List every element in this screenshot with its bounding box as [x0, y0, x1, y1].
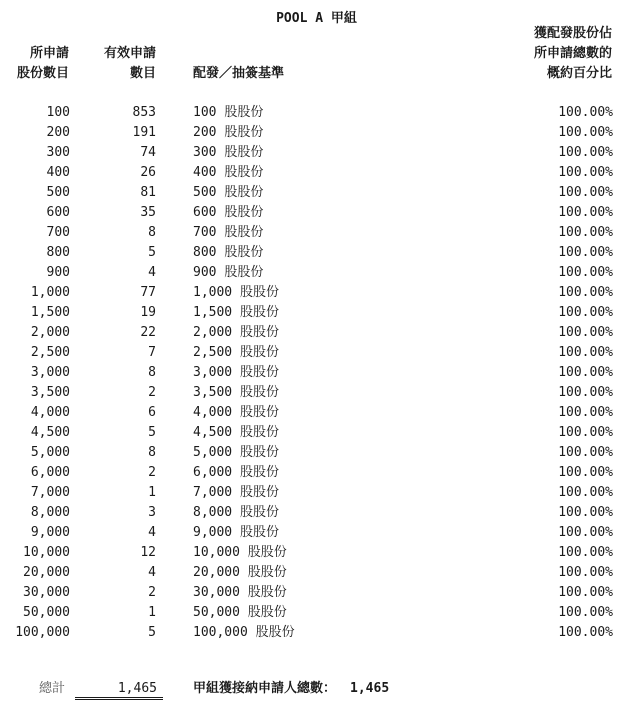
valid-applications-cell: 1 — [148, 605, 156, 620]
basis-cell — [193, 543, 287, 563]
valid-applications-cell: 8 — [148, 445, 156, 460]
valid-applications-cell: 12 — [140, 545, 156, 560]
basis-unit: 股股份 — [239, 425, 279, 440]
basis-unit: 股股份 — [239, 445, 279, 460]
basis-unit: 股股份 — [239, 485, 279, 500]
basis-amount: 2,500 — [193, 345, 233, 360]
header-shares-applied-line2: 股份數目 — [16, 66, 69, 81]
basis-cell — [193, 483, 279, 503]
valid-applications-cell: 5 — [148, 245, 156, 260]
shares-applied-cell: 1,000 — [30, 285, 70, 300]
percentage-cell: 100.00% — [558, 145, 613, 160]
accepted-applicants-summary — [193, 679, 389, 699]
header-percentage — [534, 24, 612, 84]
basis-cell — [193, 303, 279, 323]
basis-cell — [193, 563, 287, 583]
basis-amount: 100,000 — [193, 625, 248, 640]
basis-cell — [193, 363, 279, 383]
basis-amount: 400 — [193, 165, 217, 180]
basis-cell — [193, 523, 279, 543]
table-row — [0, 203, 633, 223]
table-row — [0, 223, 633, 243]
percentage-cell: 100.00% — [558, 205, 613, 220]
valid-applications-cell: 191 — [132, 125, 156, 140]
header-valid-applications-line2: 數目 — [129, 66, 156, 81]
basis-unit: 股股份 — [224, 105, 264, 120]
shares-applied-cell: 10,000 — [23, 545, 70, 560]
basis-amount: 30,000 — [193, 585, 240, 600]
valid-applications-cell: 74 — [140, 145, 156, 160]
total-label: 總計 — [39, 681, 66, 696]
basis-amount: 600 — [193, 205, 217, 220]
table-row — [0, 363, 633, 383]
basis-cell — [193, 323, 279, 343]
basis-unit: 股股份 — [247, 565, 287, 580]
percentage-cell: 100.00% — [558, 265, 613, 280]
shares-applied-cell: 2,500 — [30, 345, 70, 360]
shares-applied-cell: 3,500 — [30, 385, 70, 400]
basis-amount: 20,000 — [193, 565, 240, 580]
header-percentage-line2: 所申請總數的 — [533, 46, 612, 61]
percentage-cell: 100.00% — [558, 365, 613, 380]
table-row — [0, 483, 633, 503]
summary-label: 甲組獲接納申請人總數： — [193, 681, 337, 696]
percentage-cell: 100.00% — [558, 245, 613, 260]
basis-cell — [193, 243, 263, 263]
table-row — [0, 123, 633, 143]
basis-cell — [193, 383, 279, 403]
shares-applied-cell: 1,500 — [30, 305, 70, 320]
basis-unit: 股股份 — [224, 265, 264, 280]
basis-unit: 股股份 — [224, 225, 264, 240]
basis-cell — [193, 403, 279, 423]
percentage-cell: 100.00% — [558, 525, 613, 540]
table-row — [0, 303, 633, 323]
basis-amount: 4,500 — [193, 425, 233, 440]
basis-amount: 300 — [193, 145, 217, 160]
shares-applied-cell: 200 — [46, 125, 70, 140]
header-basis — [193, 64, 284, 84]
table-row — [0, 583, 633, 603]
basis-cell — [193, 103, 263, 123]
table-row — [0, 163, 633, 183]
table-row — [0, 423, 633, 443]
shares-applied-cell: 400 — [46, 165, 70, 180]
basis-amount: 3,000 — [193, 365, 233, 380]
valid-applications-cell: 22 — [140, 325, 156, 340]
shares-applied-cell: 500 — [46, 185, 70, 200]
valid-applications-cell: 4 — [148, 565, 156, 580]
shares-applied-cell: 4,500 — [30, 425, 70, 440]
basis-amount: 8,000 — [193, 505, 233, 520]
valid-applications-cell: 2 — [148, 465, 156, 480]
basis-cell — [193, 283, 279, 303]
shares-applied-cell: 600 — [46, 205, 70, 220]
shares-applied-cell: 3,000 — [30, 365, 70, 380]
header-shares-applied-line1: 所申請 — [29, 46, 69, 61]
basis-cell — [193, 203, 263, 223]
basis-cell — [193, 223, 263, 243]
basis-unit: 股股份 — [239, 525, 279, 540]
table-row — [0, 563, 633, 583]
basis-cell — [193, 623, 295, 643]
percentage-cell: 100.00% — [558, 425, 613, 440]
table-row — [0, 503, 633, 523]
basis-unit: 股股份 — [224, 125, 264, 140]
basis-unit: 股股份 — [239, 345, 279, 360]
shares-applied-cell: 5,000 — [30, 445, 70, 460]
percentage-cell: 100.00% — [558, 185, 613, 200]
percentage-cell: 100.00% — [558, 325, 613, 340]
basis-cell — [193, 163, 263, 183]
basis-amount: 6,000 — [193, 465, 233, 480]
basis-amount: 7,000 — [193, 485, 233, 500]
basis-cell — [193, 463, 279, 483]
basis-unit: 股股份 — [224, 185, 264, 200]
valid-applications-cell: 2 — [148, 385, 156, 400]
percentage-cell: 100.00% — [558, 545, 613, 560]
table-row — [0, 183, 633, 203]
basis-cell — [193, 123, 263, 143]
shares-applied-cell: 900 — [46, 265, 70, 280]
percentage-cell: 100.00% — [558, 225, 613, 240]
basis-unit: 股股份 — [239, 405, 279, 420]
valid-applications-cell: 853 — [132, 105, 156, 120]
basis-unit: 股股份 — [239, 465, 279, 480]
percentage-cell: 100.00% — [558, 105, 613, 120]
table-row — [0, 343, 633, 363]
basis-cell — [193, 343, 279, 363]
header-valid-applications — [104, 44, 156, 84]
basis-amount: 4,000 — [193, 405, 233, 420]
valid-applications-cell: 35 — [140, 205, 156, 220]
basis-unit: 股股份 — [247, 545, 287, 560]
valid-applications-cell: 1 — [148, 485, 156, 500]
basis-unit: 股股份 — [247, 605, 287, 620]
basis-unit: 股股份 — [239, 505, 279, 520]
basis-unit: 股股份 — [239, 305, 279, 320]
percentage-cell: 100.00% — [558, 485, 613, 500]
percentage-cell: 100.00% — [558, 305, 613, 320]
basis-unit: 股股份 — [239, 325, 279, 340]
basis-cell — [193, 423, 279, 443]
basis-unit: 股股份 — [224, 245, 264, 260]
basis-unit: 股股份 — [224, 165, 264, 180]
percentage-cell: 100.00% — [558, 505, 613, 520]
table-row — [0, 443, 633, 463]
basis-unit: 股股份 — [239, 365, 279, 380]
basis-amount: 9,000 — [193, 525, 233, 540]
header-percentage-line1: 獲配發股份佔 — [533, 26, 612, 41]
shares-applied-cell: 2,000 — [30, 325, 70, 340]
basis-amount: 50,000 — [193, 605, 240, 620]
header-basis-line1: 配發／抽簽基準 — [193, 66, 285, 81]
shares-applied-cell: 50,000 — [23, 605, 70, 620]
basis-amount: 500 — [193, 185, 217, 200]
header-valid-applications-line1: 有效申請 — [103, 46, 156, 61]
table-row — [0, 143, 633, 163]
total-value: 1,465 — [117, 681, 157, 696]
valid-applications-cell: 26 — [140, 165, 156, 180]
percentage-cell: 100.00% — [558, 585, 613, 600]
valid-applications-cell: 8 — [148, 225, 156, 240]
basis-cell — [193, 603, 287, 623]
basis-unit: 股股份 — [247, 585, 287, 600]
percentage-cell: 100.00% — [558, 285, 613, 300]
shares-applied-cell: 7,000 — [30, 485, 70, 500]
table-row — [0, 463, 633, 483]
percentage-cell: 100.00% — [558, 605, 613, 620]
basis-amount: 200 — [193, 125, 217, 140]
valid-applications-cell: 81 — [140, 185, 156, 200]
table-row — [0, 603, 633, 623]
basis-cell — [193, 503, 279, 523]
basis-amount: 3,500 — [193, 385, 233, 400]
valid-applications-cell: 7 — [148, 345, 156, 360]
basis-cell — [193, 143, 263, 163]
percentage-cell: 100.00% — [558, 625, 613, 640]
percentage-cell: 100.00% — [558, 405, 613, 420]
valid-applications-cell: 5 — [148, 425, 156, 440]
percentage-cell: 100.00% — [558, 385, 613, 400]
allocation-table-body — [0, 103, 633, 643]
table-row — [0, 103, 633, 123]
percentage-cell: 100.00% — [558, 445, 613, 460]
basis-amount: 800 — [193, 245, 217, 260]
table-row — [0, 523, 633, 543]
shares-applied-cell: 100,000 — [15, 625, 70, 640]
basis-amount: 100 — [193, 105, 217, 120]
basis-unit: 股股份 — [239, 285, 279, 300]
percentage-cell: 100.00% — [558, 465, 613, 480]
valid-applications-cell: 6 — [148, 405, 156, 420]
valid-applications-cell: 8 — [148, 365, 156, 380]
basis-amount: 10,000 — [193, 545, 240, 560]
shares-applied-cell: 20,000 — [23, 565, 70, 580]
basis-unit: 股股份 — [224, 145, 264, 160]
basis-unit: 股股份 — [224, 205, 264, 220]
basis-cell — [193, 263, 263, 283]
valid-applications-cell: 19 — [140, 305, 156, 320]
table-row — [0, 383, 633, 403]
shares-applied-cell: 4,000 — [30, 405, 70, 420]
total-double-underline — [75, 697, 163, 700]
basis-unit: 股股份 — [255, 625, 295, 640]
basis-amount: 700 — [193, 225, 217, 240]
table-row — [0, 243, 633, 263]
valid-applications-cell: 3 — [148, 505, 156, 520]
summary-value: 1,465 — [350, 681, 390, 696]
table-row — [0, 403, 633, 423]
table-row — [0, 283, 633, 303]
shares-applied-cell: 6,000 — [30, 465, 70, 480]
shares-applied-cell: 700 — [46, 225, 70, 240]
basis-unit: 股股份 — [239, 385, 279, 400]
percentage-cell: 100.00% — [558, 345, 613, 360]
table-row — [0, 323, 633, 343]
table-row — [0, 543, 633, 563]
shares-applied-cell: 300 — [46, 145, 70, 160]
shares-applied-cell: 30,000 — [23, 585, 70, 600]
basis-amount: 5,000 — [193, 445, 233, 460]
shares-applied-cell: 100 — [46, 105, 70, 120]
header-percentage-line3: 概約百分比 — [546, 66, 612, 81]
valid-applications-cell: 77 — [140, 285, 156, 300]
valid-applications-cell: 4 — [148, 265, 156, 280]
percentage-cell: 100.00% — [558, 125, 613, 140]
valid-applications-cell: 4 — [148, 525, 156, 540]
valid-applications-cell: 2 — [148, 585, 156, 600]
basis-amount: 1,500 — [193, 305, 233, 320]
shares-applied-cell: 8,000 — [30, 505, 70, 520]
basis-amount: 2,000 — [193, 325, 233, 340]
shares-applied-cell: 800 — [46, 245, 70, 260]
basis-cell — [193, 443, 279, 463]
basis-cell — [193, 583, 287, 603]
shares-applied-cell: 9,000 — [30, 525, 70, 540]
valid-applications-cell: 5 — [148, 625, 156, 640]
percentage-cell: 100.00% — [558, 165, 613, 180]
table-row — [0, 623, 633, 643]
table-title: POOL A 甲組 — [276, 11, 357, 26]
table-row — [0, 263, 633, 283]
header-shares-applied — [17, 44, 69, 84]
basis-amount: 1,000 — [193, 285, 233, 300]
percentage-cell: 100.00% — [558, 565, 613, 580]
basis-amount: 900 — [193, 265, 217, 280]
basis-cell — [193, 183, 263, 203]
